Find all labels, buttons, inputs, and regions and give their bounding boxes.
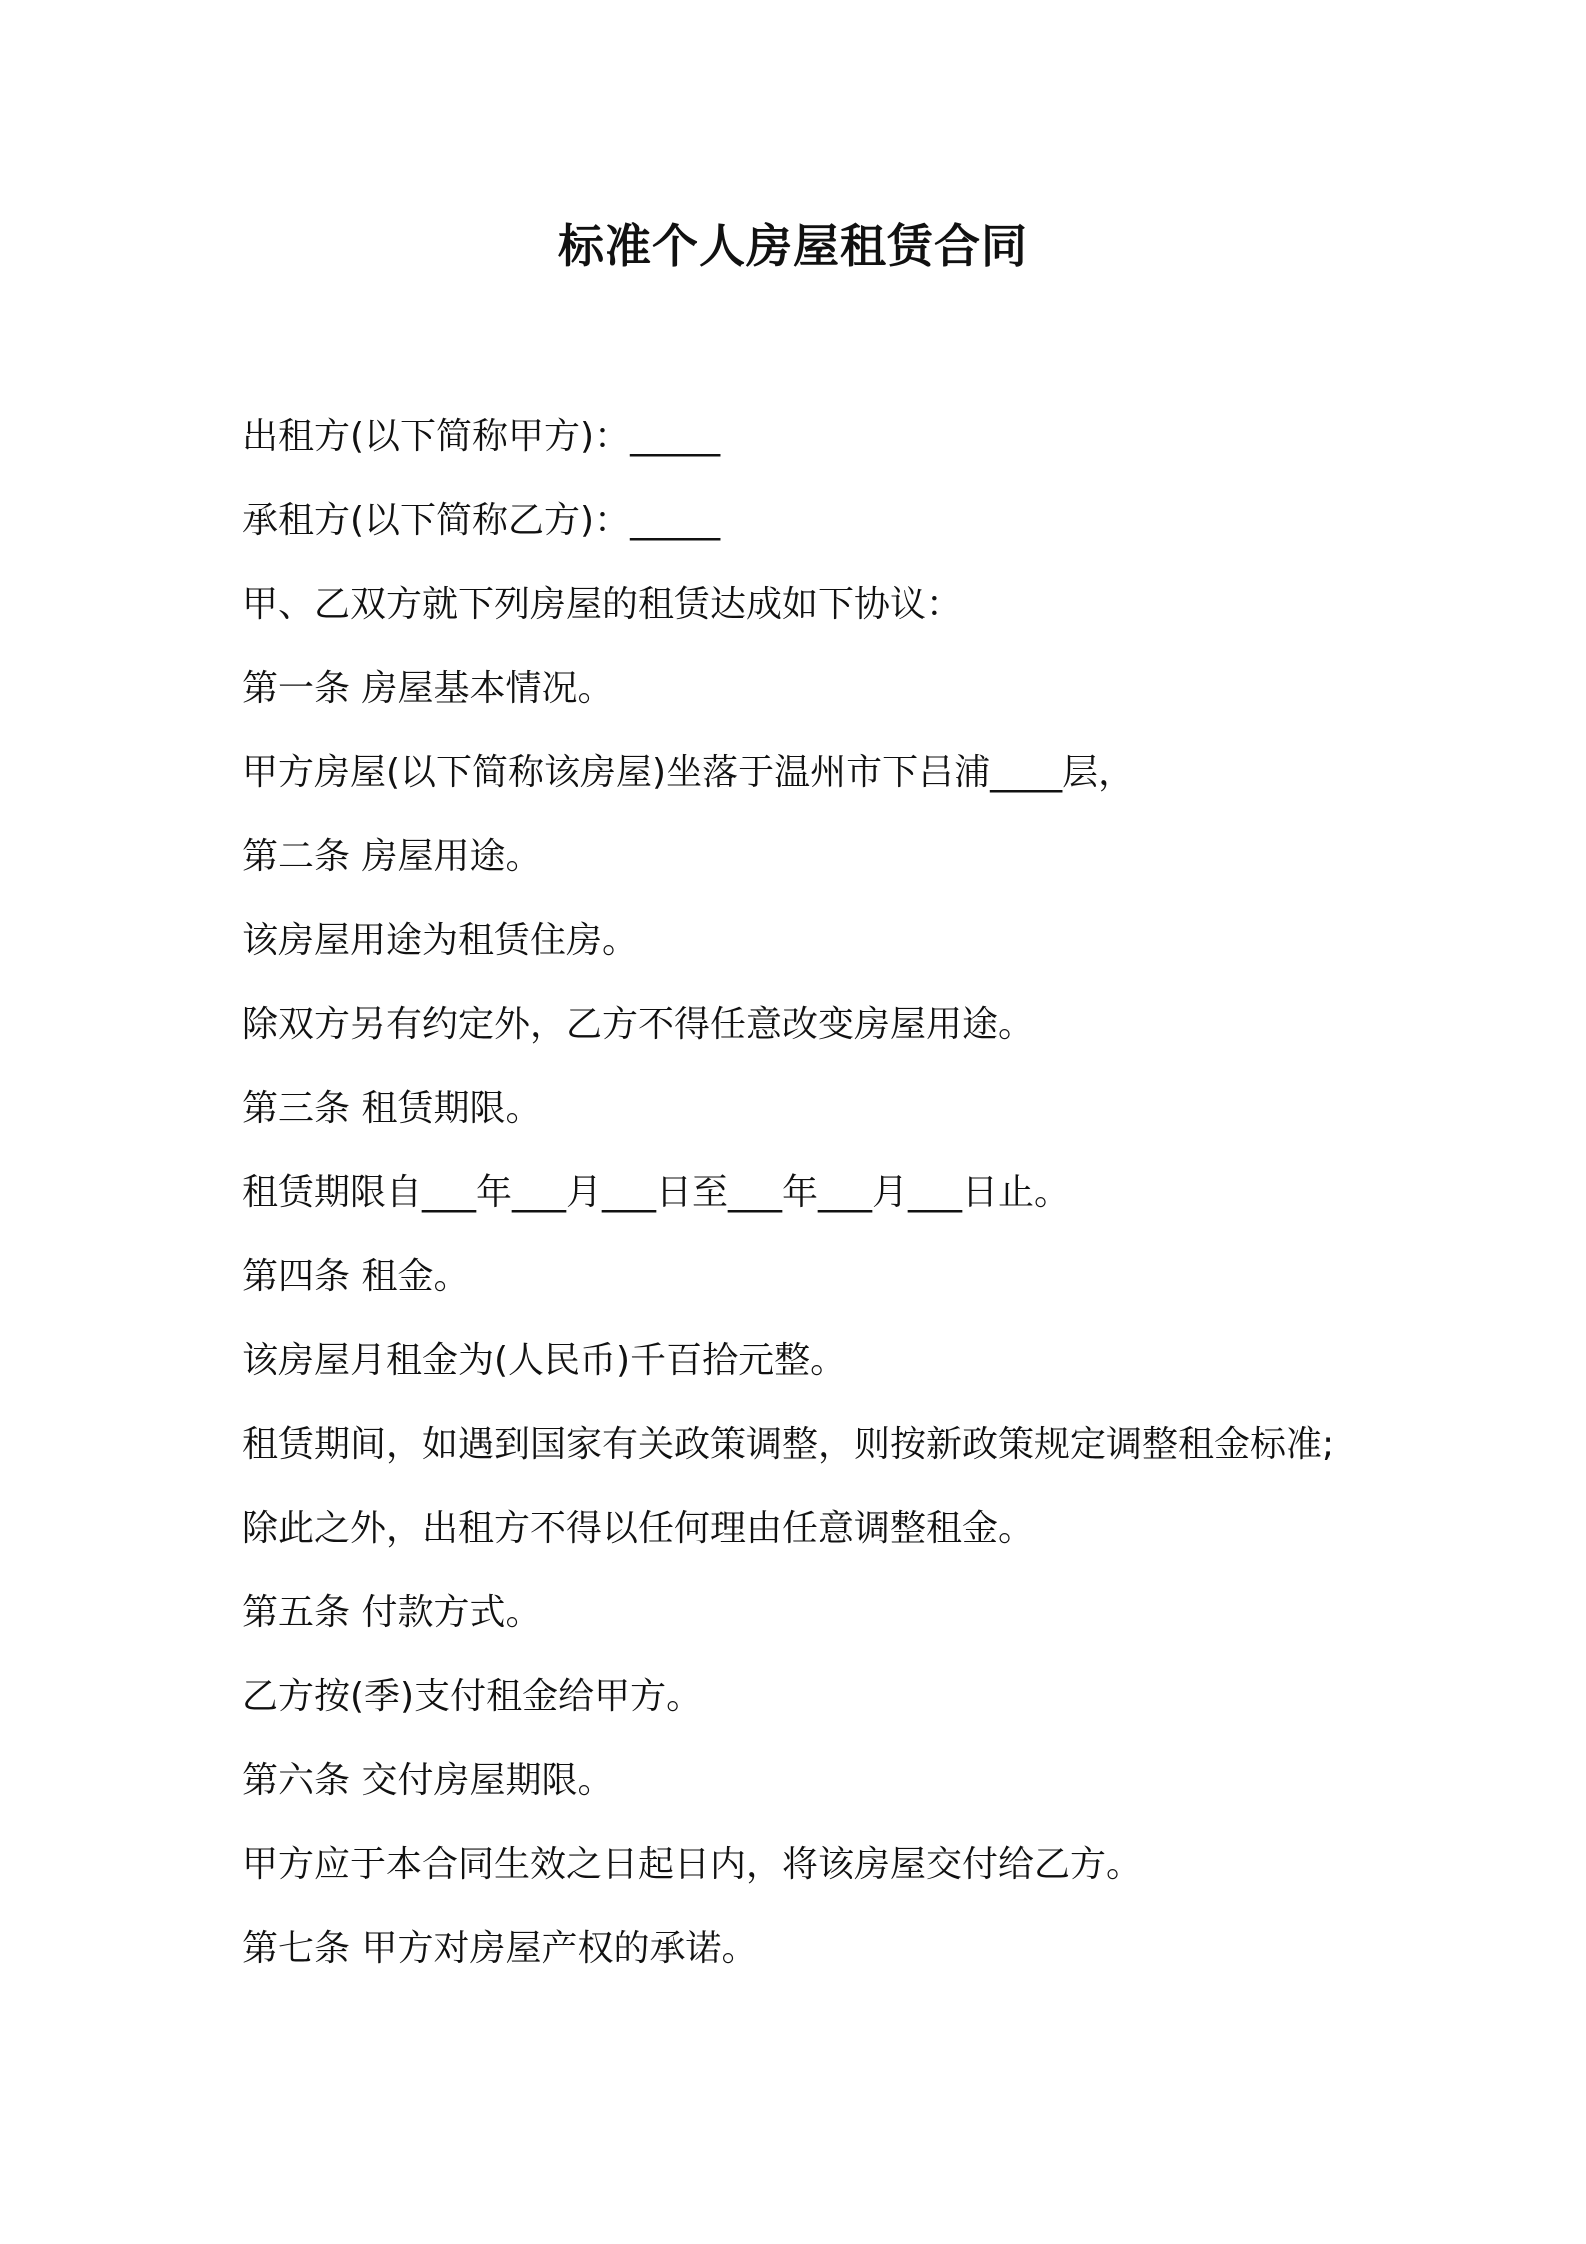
document-title: 标准个人房屋租赁合同: [558, 219, 1028, 273]
article-4-text-2: 租赁期间，如遇到国家有关政策调整，则按新政策规定调整租金标准;: [242, 1424, 1335, 1465]
article-5-text: 乙方按(季)支付租金给甲方。: [242, 1676, 703, 1717]
article-6-text: 甲方应于本合同生效之日起日内，将该房屋交付给乙方。: [242, 1844, 1143, 1885]
article-4-text: 该房屋月租金为(人民币)千百拾元整。: [242, 1340, 847, 1381]
article-7-heading: 第七条 甲方对房屋产权的承诺。: [242, 1928, 758, 1969]
article-3-heading: 第三条 租赁期限。: [242, 1088, 542, 1129]
lessor-line: 出租方(以下简称甲方)：_____: [242, 416, 721, 457]
lessee-line: 承租方(以下简称乙方)：_____: [242, 500, 721, 541]
article-1-text: 甲方房屋(以下简称该房屋)坐落于温州市下吕浦____层，: [242, 752, 1135, 793]
article-4-text-3: 除此之外，出租方不得以任何理由任意调整租金。: [242, 1508, 1035, 1549]
article-5-heading: 第五条 付款方式。: [242, 1592, 542, 1633]
article-3-text: 租赁期限自___年___月___日至___年___月___日止。: [242, 1172, 1071, 1213]
article-4-heading: 第四条 租金。: [242, 1256, 470, 1297]
contract-body: [242, 405, 1442, 2001]
article-2-text-2: 除双方另有约定外，乙方不得任意改变房屋用途。: [242, 1004, 1035, 1045]
article-2-heading: 第二条 房屋用途。: [242, 836, 542, 877]
article-2-text: 该房屋用途为租赁住房。: [242, 920, 639, 961]
article-6-heading: 第六条 交付房屋期限。: [242, 1760, 614, 1801]
article-1-heading: 第一条 房屋基本情况。: [242, 668, 614, 709]
agreement-intro: 甲、乙双方就下列房屋的租赁达成如下协议：: [242, 584, 963, 625]
